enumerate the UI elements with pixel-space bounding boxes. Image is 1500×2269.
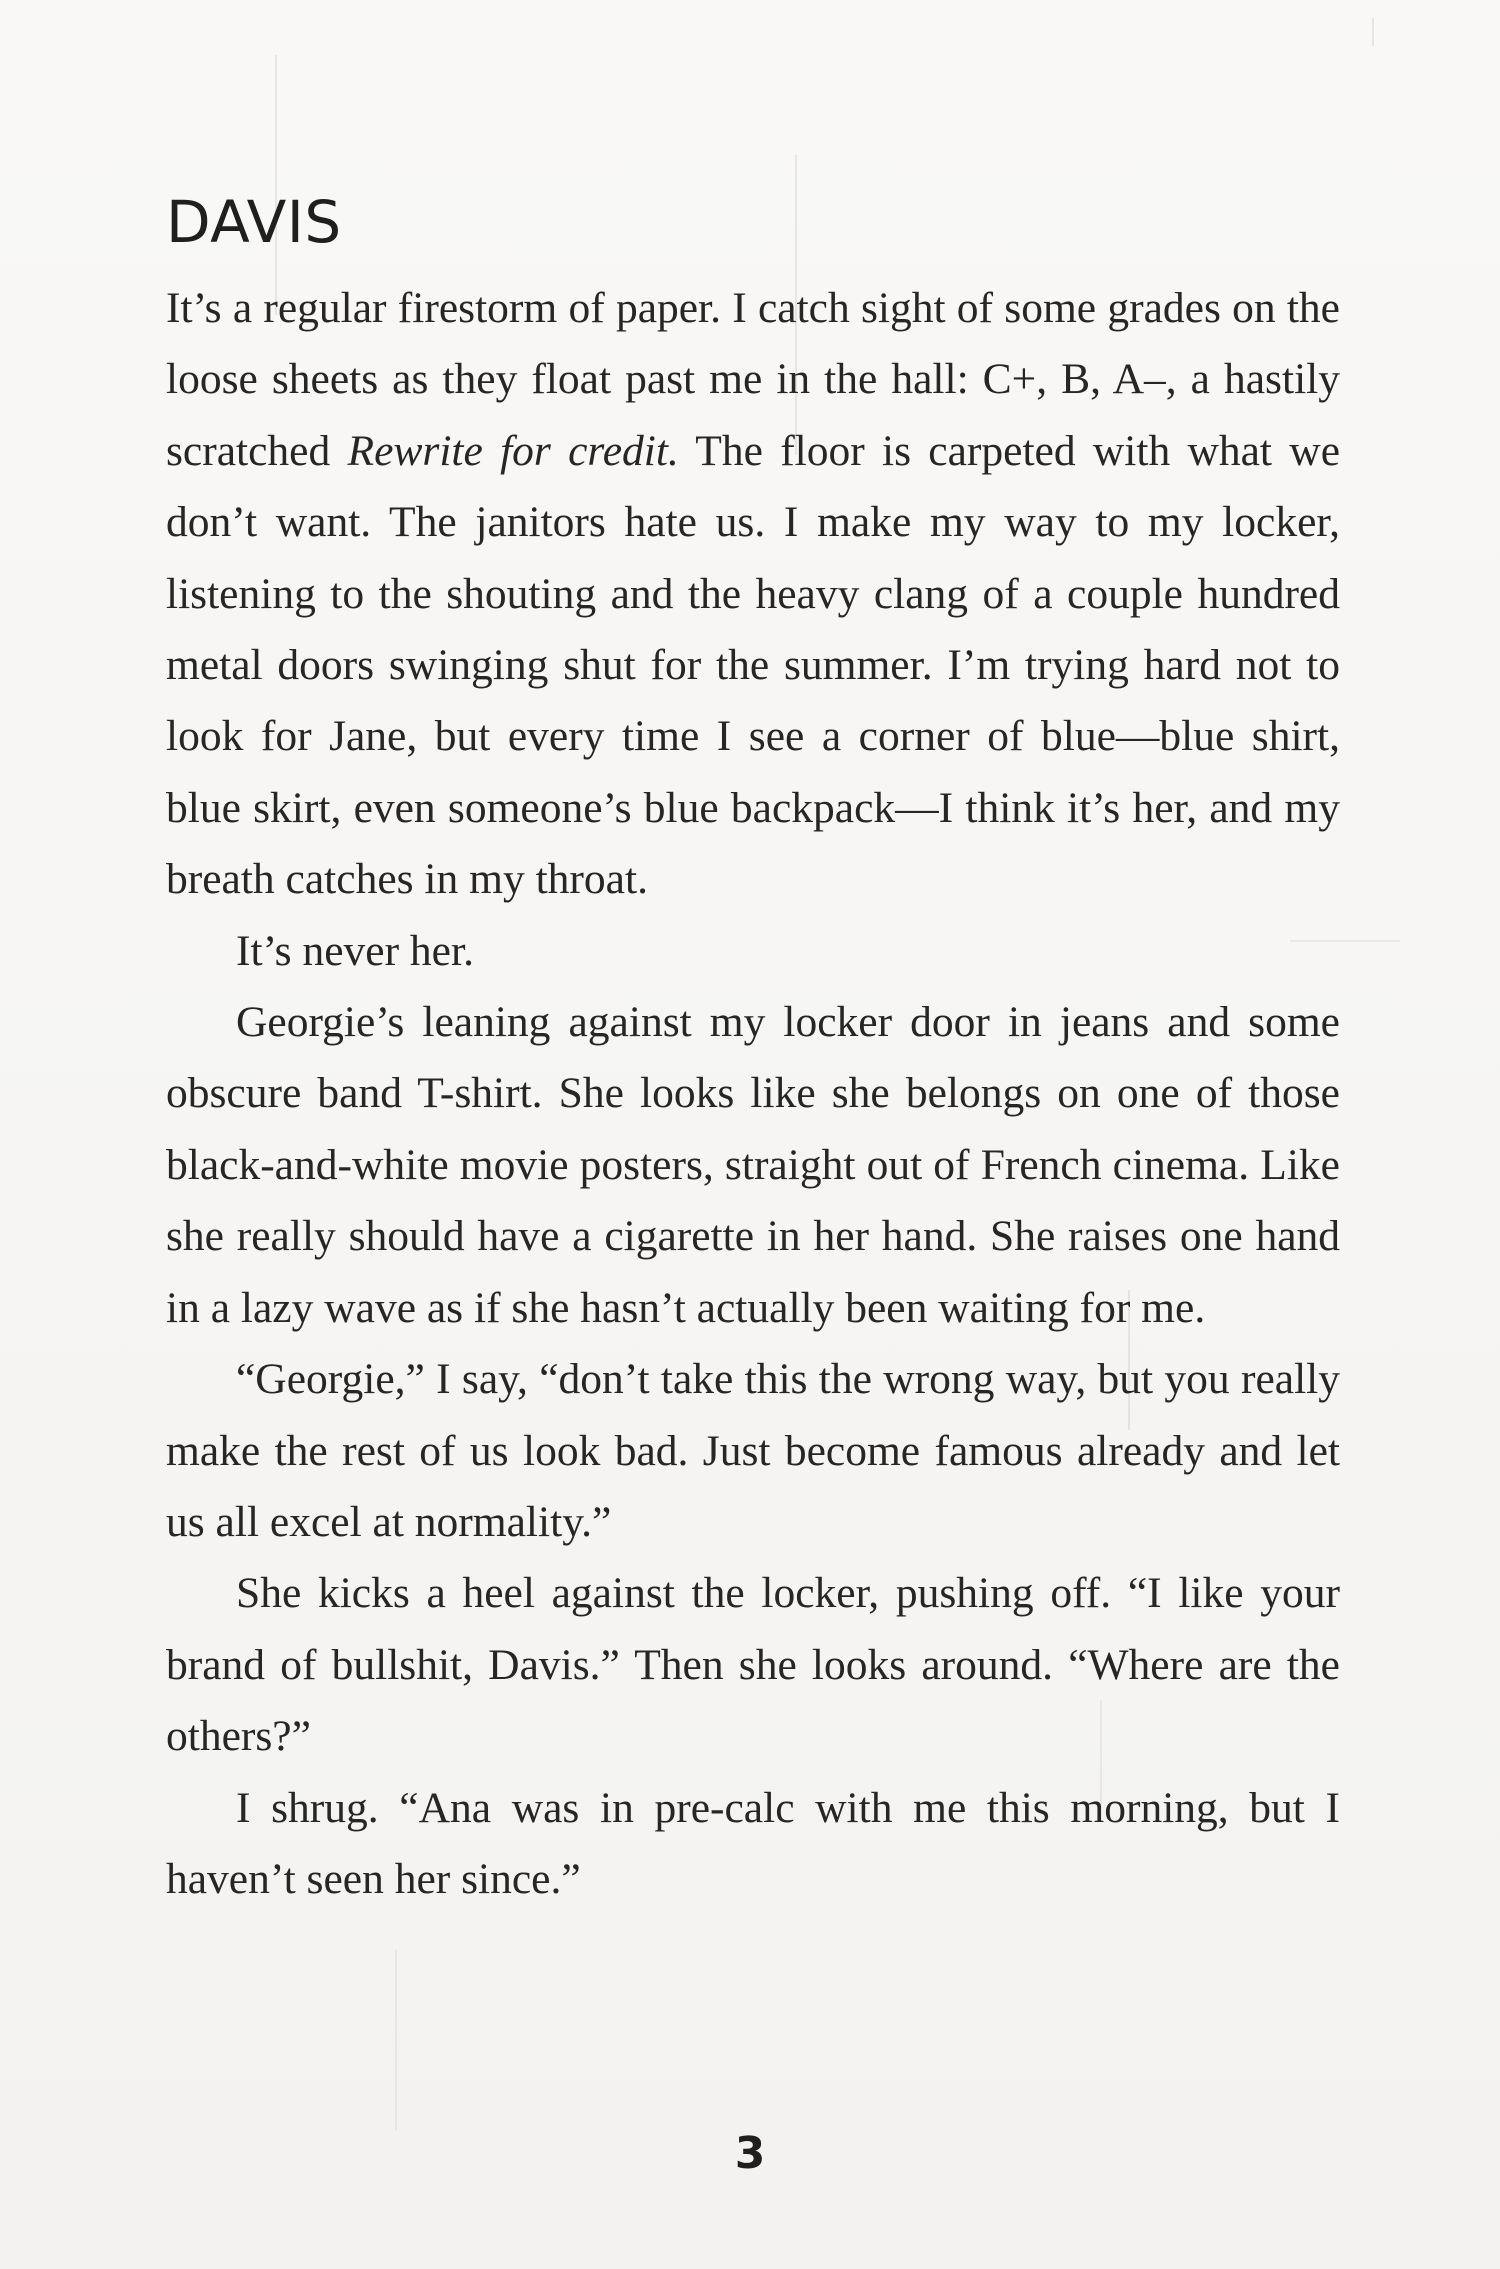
page-number: 3 <box>734 2128 766 2179</box>
paragraph-6: I shrug. “Ana was in pre-calc with me this morning, but I haven’t seen her since.” <box>166 1783 1340 1903</box>
paragraph-1-italic: Rewrite for credit. <box>347 426 679 475</box>
paragraph-3: Georgie’s leaning against my locker door in jeans and some obscure band T-shirt. She looks like she belongs on one of those black-and-white movie posters, straight out of French cinema. Like she really should have a cigarette in her hand. She raises one hand in a lazy wave as if she hasn’t actually been waiting for me. <box>166 998 1340 1332</box>
scan-artifact <box>395 1950 397 2130</box>
paragraph-1-start: It’s a regular firestorm of paper. I catch sight of some grades on the loose sheets as they float past me in the hall: C+, B, A–, a hastily scratched <box>166 284 1340 475</box>
chapter-title: DAVIS <box>166 188 342 256</box>
paragraph-4: “Georgie,” I say, “don’t take this the wrong way, but you really make the rest of us look bad. Just become famous already and let us all excel at normality.” <box>166 1355 1340 1546</box>
scan-artifact <box>1372 18 1374 46</box>
paragraph-1-end: The floor is carpeted with what we don’t want. The janitors hate us. I make my way to my locker, listening to the shouting and the heavy clang of a couple hundred metal doors swinging shut for the summer. I’m trying hard not to look for Jane, but every time I see a corner of blue—blue shirt, blue skirt, even someone’s blue backpack—I think it’s her, and my breath catches in my throat. <box>166 426 1340 904</box>
paragraph-2: It’s never her. <box>236 926 474 975</box>
paragraph-1 <box>166 273 1340 916</box>
body-text <box>166 273 1340 1915</box>
paragraph-5: She kicks a heel against the locker, pushing off. “I like your brand of bullshit, Davis.” Then she looks around. “Where are the others?” <box>166 1569 1340 1761</box>
